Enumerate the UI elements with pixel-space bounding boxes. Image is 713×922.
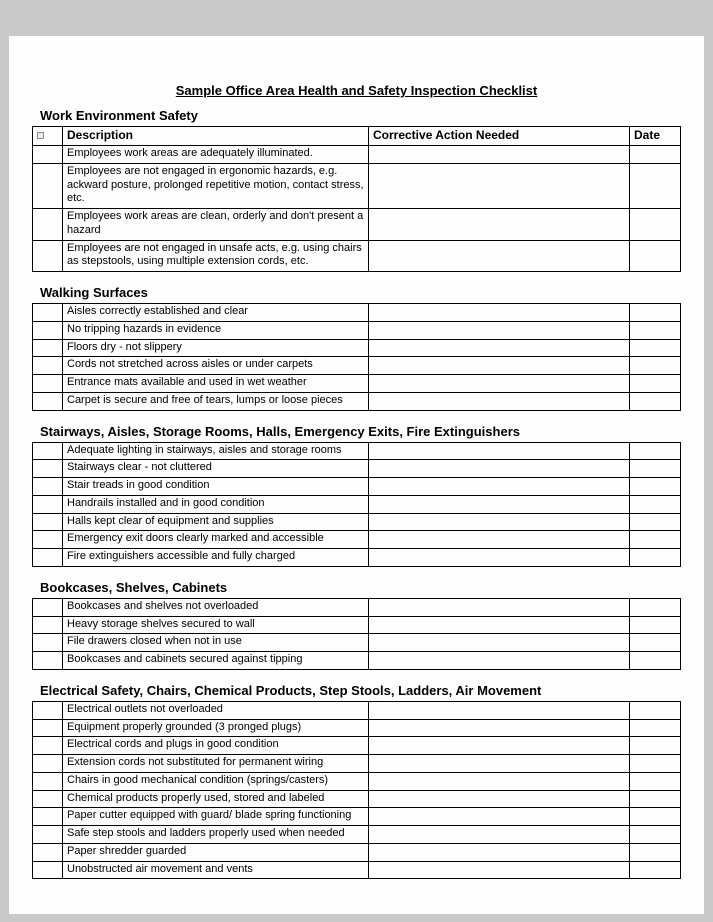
- table-row: [33, 146, 681, 164]
- date-column-header: Date: [630, 127, 681, 146]
- date-cell[interactable]: [630, 163, 681, 208]
- description-cell: Electrical cords and plugs in good condition: [63, 737, 369, 755]
- corrective-action-cell[interactable]: [369, 772, 630, 790]
- date-cell[interactable]: [630, 549, 681, 567]
- corrective-action-cell[interactable]: [369, 861, 630, 879]
- table-row: [33, 357, 681, 375]
- document-page: [9, 36, 704, 914]
- description-cell: Fire extinguishers accessible and fully charged: [63, 549, 369, 567]
- date-cell[interactable]: [630, 321, 681, 339]
- description-cell: Heavy storage shelves secured to wall: [63, 616, 369, 634]
- description-cell: Carpet is secure and free of tears, lumps or loose pieces: [63, 392, 369, 410]
- checklist-section: [32, 683, 681, 880]
- check-cell[interactable]: [33, 843, 63, 861]
- table-row: [33, 513, 681, 531]
- checkbox-icon: [37, 132, 44, 139]
- check-cell[interactable]: [33, 357, 63, 375]
- date-cell[interactable]: [630, 772, 681, 790]
- description-cell: Entrance mats available and used in wet weather: [63, 375, 369, 393]
- checklist-sections: [32, 108, 681, 879]
- check-cell[interactable]: [33, 513, 63, 531]
- date-cell[interactable]: [630, 392, 681, 410]
- section-heading: Stairways, Aisles, Storage Rooms, Halls, Emergency Exits, Fire Extinguishers: [40, 423, 520, 439]
- description-cell: Bookcases and shelves not overloaded: [63, 598, 369, 616]
- table-row: [33, 652, 681, 670]
- date-cell[interactable]: [630, 375, 681, 393]
- date-cell[interactable]: [630, 719, 681, 737]
- check-cell[interactable]: [33, 772, 63, 790]
- table-header-row: [33, 127, 681, 146]
- corrective-action-cell[interactable]: [369, 531, 630, 549]
- check-cell[interactable]: [33, 719, 63, 737]
- check-cell[interactable]: [33, 304, 63, 322]
- table-row: [33, 304, 681, 322]
- corrective-action-cell[interactable]: [369, 460, 630, 478]
- table-row: [33, 634, 681, 652]
- table-row: [33, 808, 681, 826]
- description-cell: Stairways clear - not cluttered: [63, 460, 369, 478]
- check-column-header: [33, 127, 63, 146]
- table-row: [33, 772, 681, 790]
- page-title: Sample Office Area Health and Safety Inspection Checklist: [175, 83, 538, 98]
- corrective-action-cell[interactable]: [369, 616, 630, 634]
- description-cell: Stair treads in good condition: [63, 478, 369, 496]
- section-heading: Walking Surfaces: [40, 285, 148, 300]
- checklist-section: [32, 108, 681, 272]
- description-cell: Employees work areas are clean, orderly and don't present a hazard: [63, 209, 369, 241]
- table-row: [33, 321, 681, 339]
- corrective-action-cell[interactable]: [369, 339, 630, 357]
- table-row: [33, 719, 681, 737]
- check-cell[interactable]: [33, 321, 63, 339]
- date-cell[interactable]: [630, 442, 681, 460]
- date-cell[interactable]: [630, 634, 681, 652]
- table-row: [33, 861, 681, 879]
- checklist-table: [32, 126, 681, 272]
- document-content: [9, 36, 704, 879]
- table-row: [33, 209, 681, 241]
- date-cell[interactable]: [630, 701, 681, 719]
- check-cell[interactable]: [33, 163, 63, 208]
- corrective-action-cell[interactable]: [369, 513, 630, 531]
- date-cell[interactable]: [630, 460, 681, 478]
- corrective-action-cell[interactable]: [369, 549, 630, 567]
- description-column-header: Description: [63, 127, 369, 146]
- date-cell[interactable]: [630, 357, 681, 375]
- checklist-table: [32, 442, 681, 567]
- check-cell[interactable]: [33, 146, 63, 164]
- table-row: [33, 478, 681, 496]
- check-cell[interactable]: [33, 495, 63, 513]
- section-heading: Work Environment Safety: [40, 108, 198, 123]
- corrective-action-cell[interactable]: [369, 737, 630, 755]
- table-row: [33, 701, 681, 719]
- description-cell: Halls kept clear of equipment and supplies: [63, 513, 369, 531]
- date-cell[interactable]: [630, 861, 681, 879]
- table-row: [33, 737, 681, 755]
- corrective-action-cell[interactable]: [369, 790, 630, 808]
- table-row: [33, 163, 681, 208]
- check-cell[interactable]: [33, 701, 63, 719]
- corrective-action-cell[interactable]: [369, 719, 630, 737]
- date-cell[interactable]: [630, 209, 681, 241]
- check-cell[interactable]: [33, 549, 63, 567]
- check-cell[interactable]: [33, 478, 63, 496]
- description-cell: Paper cutter equipped with guard/ blade spring functioning: [63, 808, 369, 826]
- check-cell[interactable]: [33, 808, 63, 826]
- date-cell[interactable]: [630, 652, 681, 670]
- check-cell[interactable]: [33, 737, 63, 755]
- check-cell[interactable]: [33, 531, 63, 549]
- table-row: [33, 240, 681, 272]
- table-row: [33, 339, 681, 357]
- corrective-action-cell[interactable]: [369, 240, 630, 272]
- description-cell: Aisles correctly established and clear: [63, 304, 369, 322]
- checklist-section: [32, 424, 681, 567]
- date-cell[interactable]: [630, 737, 681, 755]
- date-cell[interactable]: [630, 513, 681, 531]
- corrective-action-cell[interactable]: [369, 701, 630, 719]
- date-cell[interactable]: [630, 495, 681, 513]
- date-cell[interactable]: [630, 339, 681, 357]
- check-cell[interactable]: [33, 240, 63, 272]
- checklist-table: [32, 598, 681, 670]
- corrective-action-cell[interactable]: [369, 652, 630, 670]
- check-cell[interactable]: [33, 375, 63, 393]
- date-cell[interactable]: [630, 304, 681, 322]
- check-cell[interactable]: [33, 209, 63, 241]
- check-cell[interactable]: [33, 442, 63, 460]
- section-heading: Electrical Safety, Chairs, Chemical Products, Step Stools, Ladders, Air Movement: [40, 682, 542, 698]
- description-cell: Employees work areas are adequately illuminated.: [63, 146, 369, 164]
- description-cell: Unobstructed air movement and vents: [63, 861, 369, 879]
- date-cell[interactable]: [630, 146, 681, 164]
- description-cell: Floors dry - not slippery: [63, 339, 369, 357]
- checklist-section: [32, 580, 681, 670]
- date-cell[interactable]: [630, 240, 681, 272]
- description-cell: Cords not stretched across aisles or under carpets: [63, 357, 369, 375]
- corrective-action-cell[interactable]: [369, 442, 630, 460]
- table-row: [33, 843, 681, 861]
- check-cell[interactable]: [33, 755, 63, 773]
- description-cell: Employees are not engaged in ergonomic hazards, e.g. ackward posture, prolonged repetitive motion, contact stress, etc.: [63, 163, 369, 208]
- date-cell[interactable]: [630, 478, 681, 496]
- table-row: [33, 375, 681, 393]
- date-cell[interactable]: [630, 826, 681, 844]
- checklist-table: [32, 303, 681, 411]
- date-cell[interactable]: [630, 531, 681, 549]
- date-cell[interactable]: [630, 808, 681, 826]
- corrective-action-cell[interactable]: [369, 826, 630, 844]
- corrective-action-cell[interactable]: [369, 163, 630, 208]
- description-cell: Equipment properly grounded (3 pronged plugs): [63, 719, 369, 737]
- date-cell[interactable]: [630, 843, 681, 861]
- table-row: [33, 826, 681, 844]
- corrective-action-cell[interactable]: [369, 843, 630, 861]
- table-row: [33, 790, 681, 808]
- description-cell: Chairs in good mechanical condition (springs/casters): [63, 772, 369, 790]
- check-cell[interactable]: [33, 790, 63, 808]
- description-cell: Handrails installed and in good condition: [63, 495, 369, 513]
- corrective-action-cell[interactable]: [369, 755, 630, 773]
- table-row: [33, 442, 681, 460]
- corrective-action-cell[interactable]: [369, 357, 630, 375]
- check-cell[interactable]: [33, 634, 63, 652]
- check-cell[interactable]: [33, 826, 63, 844]
- corrective-action-cell[interactable]: [369, 495, 630, 513]
- table-row: [33, 531, 681, 549]
- table-row: [33, 598, 681, 616]
- description-cell: Bookcases and cabinets secured against tipping: [63, 652, 369, 670]
- corrective-action-cell[interactable]: [369, 598, 630, 616]
- corrective-action-cell[interactable]: [369, 478, 630, 496]
- description-cell: File drawers closed when not in use: [63, 634, 369, 652]
- corrective-action-cell[interactable]: [369, 304, 630, 322]
- check-cell[interactable]: [33, 616, 63, 634]
- table-row: [33, 392, 681, 410]
- check-cell[interactable]: [33, 460, 63, 478]
- corrective-action-cell[interactable]: [369, 209, 630, 241]
- table-row: [33, 495, 681, 513]
- corrective-action-cell[interactable]: [369, 146, 630, 164]
- description-cell: Electrical outlets not overloaded: [63, 701, 369, 719]
- checklist-section: [32, 285, 681, 411]
- description-cell: Extension cords not substituted for permanent wiring: [63, 755, 369, 773]
- check-cell[interactable]: [33, 339, 63, 357]
- check-cell[interactable]: [33, 392, 63, 410]
- description-cell: Emergency exit doors clearly marked and accessible: [63, 531, 369, 549]
- check-cell[interactable]: [33, 652, 63, 670]
- description-cell: Employees are not engaged in unsafe acts, e.g. using chairs as stepstools, using multiple extension cords, etc.: [63, 240, 369, 272]
- corrective-action-cell[interactable]: [369, 375, 630, 393]
- corrective-action-cell[interactable]: [369, 634, 630, 652]
- description-cell: Chemical products properly used, stored and labeled: [63, 790, 369, 808]
- corrective-action-cell[interactable]: [369, 808, 630, 826]
- table-row: [33, 616, 681, 634]
- table-row: [33, 549, 681, 567]
- corrective-action-column-header: Corrective Action Needed: [369, 127, 630, 146]
- table-row: [33, 755, 681, 773]
- description-cell: Safe step stools and ladders properly used when needed: [63, 826, 369, 844]
- corrective-action-cell[interactable]: [369, 392, 630, 410]
- table-row: [33, 460, 681, 478]
- date-cell[interactable]: [630, 790, 681, 808]
- checklist-table: [32, 701, 681, 880]
- date-cell[interactable]: [630, 598, 681, 616]
- description-cell: No tripping hazards in evidence: [63, 321, 369, 339]
- date-cell[interactable]: [630, 616, 681, 634]
- date-cell[interactable]: [630, 755, 681, 773]
- corrective-action-cell[interactable]: [369, 321, 630, 339]
- section-heading: Bookcases, Shelves, Cabinets: [40, 579, 228, 595]
- description-cell: Adequate lighting in stairways, aisles and storage rooms: [63, 442, 369, 460]
- check-cell[interactable]: [33, 598, 63, 616]
- description-cell: Paper shredder guarded: [63, 843, 369, 861]
- check-cell[interactable]: [33, 861, 63, 879]
